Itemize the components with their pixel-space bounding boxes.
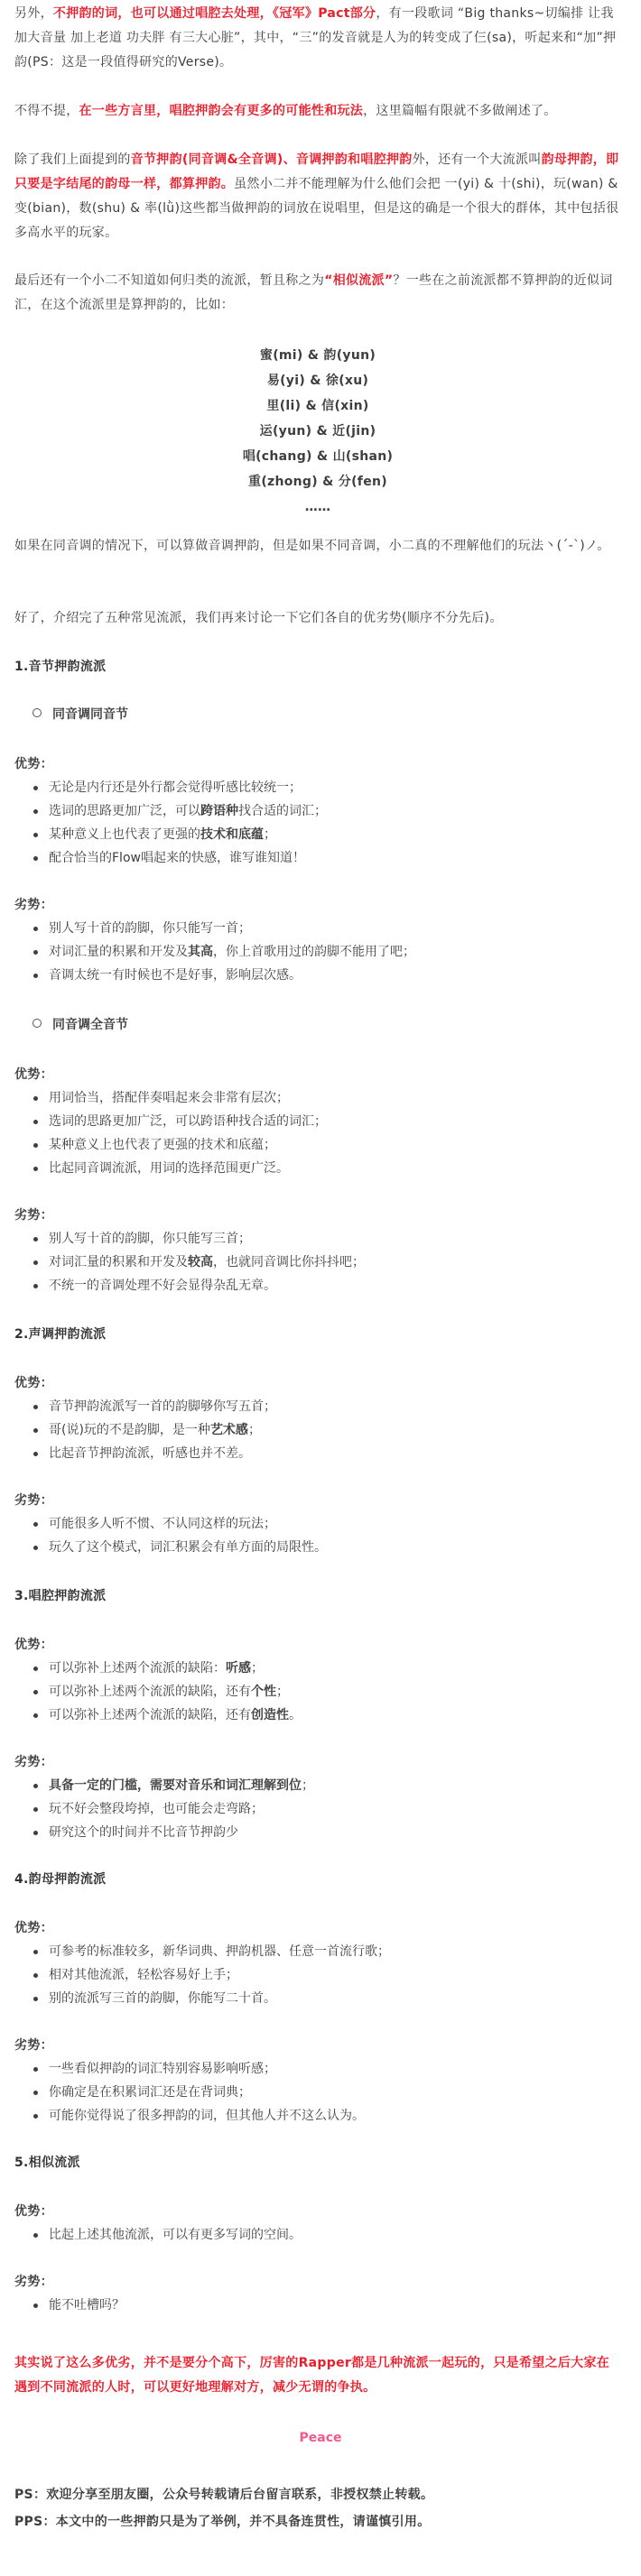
pros-label: 优势： [14, 1376, 53, 1390]
section-title: 5.相似流派 [14, 2156, 80, 2170]
circle-bullet-icon [33, 1019, 42, 1028]
example-pair: 运(yun) & 近(jin) [259, 424, 376, 439]
cons-label: 劣势： [14, 2275, 53, 2289]
list-item: 选词的思路更加广泛，可以跨语种找合适的词汇； [14, 799, 621, 823]
example-pair: 蜜(mi) & 韵(yun) [259, 348, 376, 363]
list-item: 一些看似押韵的词汇特别容易影响听感； [14, 2057, 621, 2081]
section-title: 2.声调押韵流派 [14, 1327, 107, 1342]
intro-paragraph-3 [14, 148, 621, 245]
cons-label: 劣势： [14, 898, 53, 912]
pps-note: PPS：本文中的一些押韵只是为了举例，并不具备连贯性，请谨慎引用。 [14, 2515, 431, 2529]
cons-list [14, 1774, 621, 1844]
pros-list [14, 1086, 621, 1180]
list-item: 某种意义上也代表了更强的技术和底蕴； [14, 823, 621, 846]
pros-label: 优势： [14, 1067, 53, 1082]
example-pair: 易(yi) & 徐(xu) [266, 374, 369, 388]
list-item: 音节押韵流派写一首的韵脚够你写五首； [14, 1395, 621, 1418]
list-item: 不统一的音调处理不好会显得杂乱无章。 [14, 1274, 621, 1297]
paragraph-5: 如果在同音调的情况下，可以算做音调押韵，但是如果不同音调，小二真的不理解他们的玩法丶(ˊ-ˋ)ノ。 [14, 539, 610, 553]
section-title: 3.唱腔押韵流派 [14, 1589, 107, 1603]
pros-label: 优势： [14, 1921, 53, 1935]
list-item: 无论是内行还是外行都会觉得听感比较统一； [14, 776, 621, 799]
pros-list [14, 776, 621, 870]
example-pair: 里(li) & 信(xin) [266, 399, 369, 413]
highlight-text: 韵母押韵，即只要是字结尾的韵母一样，都算押韵。 [14, 152, 619, 191]
conclusion-paragraph: 其实说了这么多优劣，并不是要分个高下，厉害的Rapper都是几种流派一起玩的，只是希望之后大家在遇到不同流派的人时，可以更好地理解对方，减少无谓的争执。 [14, 2356, 610, 2395]
paragraph-6: 好了，介绍完了五种常见流派，我们再来讨论一下它们各自的优劣势(顺序不分先后)。 [14, 611, 503, 625]
list-item: 可以弥补上述两个流派的缺陷，还有个性； [14, 1680, 621, 1703]
list-item: 比起同音调流派，用词的选择范围更广泛。 [14, 1157, 621, 1180]
cons-list [14, 1512, 621, 1559]
list-item: 可以弥补上述两个流派的缺陷：听感； [14, 1657, 621, 1680]
section-title: 1.音节押韵流派 [14, 660, 107, 674]
text: 另外， [14, 6, 53, 21]
intro-paragraph-1 [14, 2, 621, 75]
example-pair: 唱(chang) & 山(shan) [242, 449, 394, 464]
cons-label: 劣势： [14, 1755, 53, 1769]
section-title: 4.韵母押韵流派 [14, 1872, 107, 1887]
list-item: 某种意义上也代表了更强的技术和底蕴； [14, 1133, 621, 1157]
cons-label: 劣势： [14, 1208, 53, 1223]
list-item: 选词的思路更加广泛，可以跨语种找合适的词汇； [14, 1110, 621, 1133]
list-item: 配合恰当的Flow唱起来的快感，谁写谁知道！ [14, 846, 621, 870]
pros-list [14, 1395, 621, 1465]
list-item: 对词汇量的积累和开发及较高，也就同音调比你抖抖吧； [14, 1251, 621, 1274]
list-item: 哥(说)玩的不是韵脚，是一种艺术感； [14, 1418, 621, 1442]
text: 外，还有一个大流派叫 [412, 152, 542, 167]
list-item: 你确定是在积累词汇还是在背词典； [14, 2081, 621, 2104]
text: ？一些在之前流派都不算押韵的近似词汇，在这个流派里是算押韵的，比如： [14, 273, 613, 312]
intro-paragraph-2 [14, 99, 621, 124]
example-ellipsis: …… [304, 500, 331, 514]
list-item: 可能你觉得说了很多押韵的词，但其他人并不这么认为。 [14, 2104, 621, 2128]
example-pairs [14, 343, 621, 520]
ps-note: PS：欢迎分享至朋友圈，公众号转载请后台留言联系，非授权禁止转载。 [14, 2488, 434, 2502]
list-item: 比起音节押韵流派，听感也并不差。 [14, 1442, 621, 1465]
pros-list [14, 1940, 621, 2010]
list-item: 可以弥补上述两个流派的缺陷，还有创造性。 [14, 1703, 621, 1727]
cons-list [14, 2057, 621, 2128]
cons-list [14, 917, 621, 987]
highlight-text: 在一些方言里，唱腔押韵会有更多的可能性和玩法 [79, 104, 364, 118]
cons-label: 劣势： [14, 2038, 53, 2053]
list-item: 比起上述其他流派，可以有更多写词的空间。 [14, 2223, 621, 2247]
list-item: 用词恰当，搭配伴奏唱起来会非常有层次； [14, 1086, 621, 1110]
list-item: 可参考的标准较多，新华词典、押韵机器、任意一首流行歌； [14, 1940, 621, 1963]
text: ，这里篇幅有限就不多做阐述了。 [363, 104, 557, 118]
pros-label: 优势： [14, 2204, 53, 2219]
list-item: 别人写十首的韵脚，你只能写一首； [14, 917, 621, 940]
list-item: 具备一定的门槛，需要对音乐和词汇理解到位； [14, 1774, 621, 1797]
highlight-text: “相似流派” [324, 273, 394, 288]
highlight-text: 音节押韵(同音调&全音调)、音调押韵和唱腔押韵 [130, 152, 413, 167]
cons-list [14, 2294, 621, 2317]
intro-paragraph-4 [14, 269, 621, 318]
list-item: 别的流派写三首的韵脚，你能写二十首。 [14, 1987, 621, 2010]
list-item: 研究这个的时间并不比音节押韵少 [14, 1821, 621, 1844]
list-item: 音调太统一有时候也不是好事，影响层次感。 [14, 964, 621, 987]
list-item: 可能很多人听不惯、不认同这样的玩法； [14, 1512, 621, 1536]
text: 虽然小二并不能理解为什么他们会把 一(yi) & 十(shi)，玩(wan) & 变(bian)，数(shu) & 率(lǜ)这些都当做押韵的词放在说唱里，但是这的确是一个很大的群体，其中包括很多高水平的玩家。 [14, 177, 619, 240]
sign-off: Peace [299, 2431, 342, 2445]
circle-bullet-icon [33, 708, 42, 717]
subsection-title: 同音调同音节 [33, 704, 128, 725]
list-item: 玩久了这个模式，词汇积累会有单方面的局限性。 [14, 1536, 621, 1559]
cons-list [14, 1227, 621, 1297]
list-item: 对词汇量的积累和开发及其高，你上首歌用过的韵脚不能用了吧； [14, 940, 621, 964]
text: 不得不提， [14, 104, 79, 118]
list-item: 相对其他流派，轻松容易好上手； [14, 1963, 621, 1987]
pros-label: 优势： [14, 1638, 53, 1652]
list-item: 能不吐槽吗？ [14, 2294, 621, 2317]
list-item: 别人写十首的韵脚，你只能写三首； [14, 1227, 621, 1251]
example-pair: 重(zhong) & 分(fen) [248, 475, 387, 489]
pros-list [14, 2223, 621, 2247]
pros-list [14, 1657, 621, 1727]
pros-label: 优势： [14, 757, 53, 771]
text: ，有一段歌词 “Big thanks~切编排 让我加大音量 加上老道 功夫胖 有三大心脏”，其中，“三”的发音就是人为的转变成了仨(sa)，听起来和“加”押韵(PS：这是一段值得研究的Verse)。 [14, 6, 617, 69]
subsection-title: 同音调全音节 [33, 1014, 128, 1036]
text: 除了我们上面提到的 [14, 152, 131, 167]
highlight-text: 不押韵的词，也可以通过唱腔去处理，《冠军》Pact部分 [52, 6, 376, 21]
text: 最后还有一个小二不知道如何归类的流派，暂且称之为 [14, 273, 325, 288]
list-item: 玩不好会整段垮掉，也可能会走弯路； [14, 1797, 621, 1821]
cons-label: 劣势： [14, 1493, 53, 1508]
